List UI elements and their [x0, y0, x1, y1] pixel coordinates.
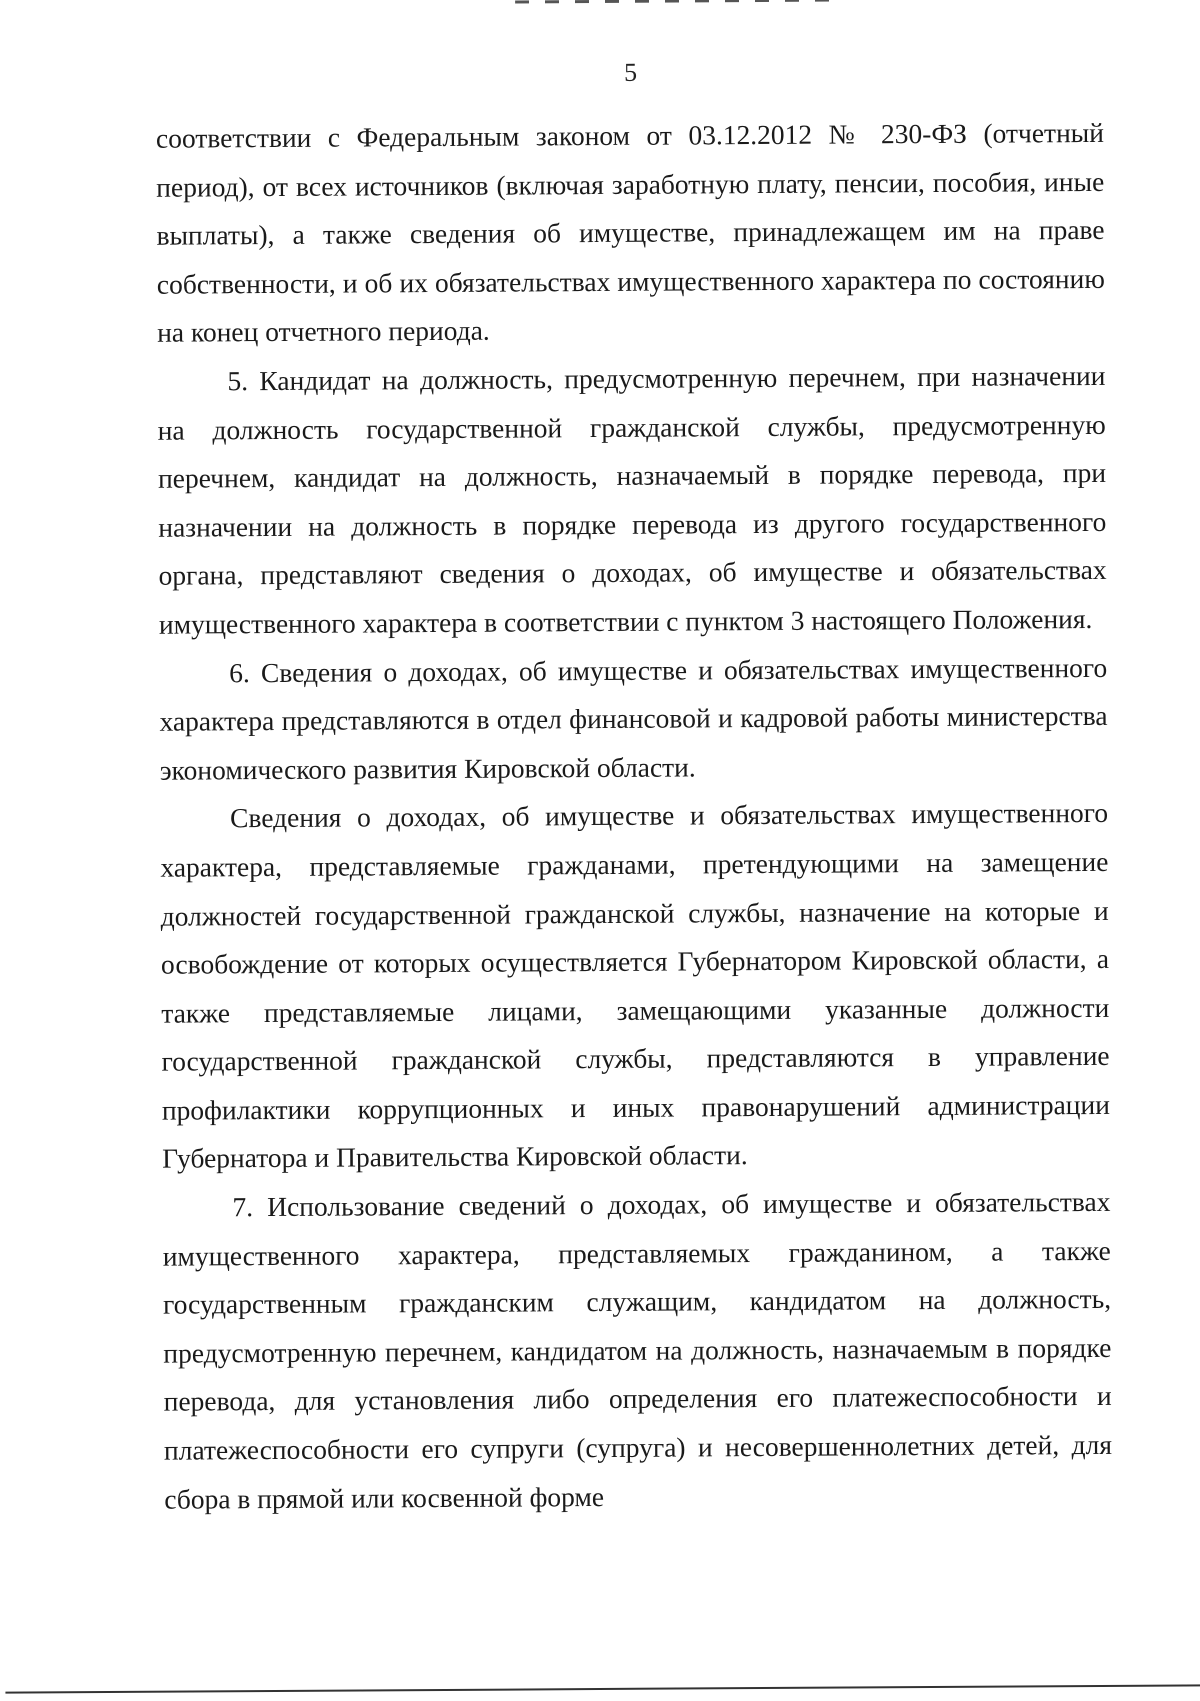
paragraph-continuation: соответствии с Федеральным законом от 03.12.2012 № 230-ФЗ (отчетный период), от всех источников (включая заработную плату, пенсии, пособия, иные выплаты), а также сведения об имуществе, принадлежащем им на праве собственности, и об их обязательствах имущественного характера по состоянию на конец отчетного периода.: [155, 116, 1105, 349]
scan-bottom-edge: [5, 1684, 1200, 1693]
document-body: [156, 109, 1113, 1524]
paragraph-item-6: 6. Сведения о доходах, об имуществе и обязательствах имущественного характера представляются в отдел финансовой и кадровой работы министерства экономического развития Кировской области.: [159, 651, 1108, 786]
scan-artifact-top: [515, 0, 835, 4]
paragraph-item-7: 7. Использование сведений о доходах, об имуществе и обязательствах имущественного характера, представляемых гражданином, а также государственным гражданским служащим, кандидатом на должность, предусмотренную перечнем, кандидатом на должность, назначаемым в порядке перевода, для установления либо определения его платежеспособности и платежеспособности его супруги (супруга) и несовершеннолетних детей, для сбора в прямой или косвенной форме: [162, 1185, 1113, 1515]
paragraph-item-5: 5. Кандидат на должность, предусмотренную перечнем, при назначении на должность государственной гражданской службы, предусмотренную перечнем, кандидат на должность, назначаемый в порядке перевода, при назначении на должность в порядке перевода из другого государственного органа, представляют сведения о доходах, об имуществе и обязательствах имущественного характера в соответствии с пунктом 3 настоящего Положения.: [157, 359, 1107, 640]
page-number: 5: [623, 57, 638, 87]
paragraph-item-6-second: Сведения о доходах, об имуществе и обязательствах имущественного характера, представляемые гражданами, претендующими на замещение должностей государственной гражданской службы, назначение на которые и освобождение от которых осуществляется Губернатором Кировской области, а также представляемые лицами, замещающими указанные должности государственной гражданской службы, представляются в управление профилактики коррупционных и иных правонарушений администрации Губернатора и Правительства Кировской области.: [160, 797, 1110, 1175]
